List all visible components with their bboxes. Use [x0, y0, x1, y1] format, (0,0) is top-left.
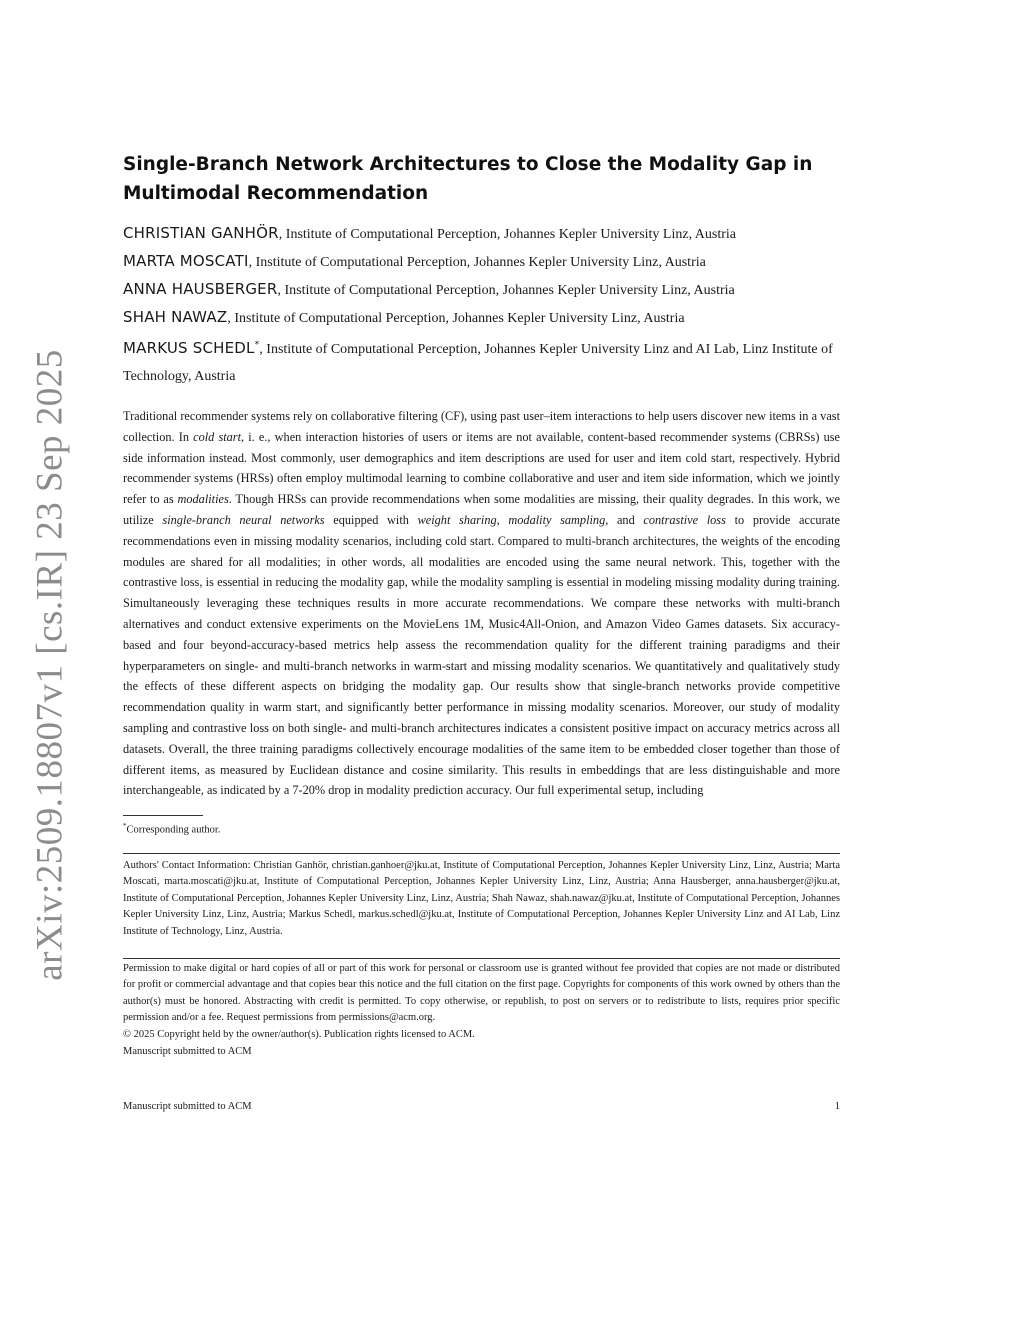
- author-entry: [123, 304, 840, 332]
- author-affiliation: , Institute of Computational Perception, Johannes Kepler University Linz, Austria: [227, 311, 685, 326]
- footer-manuscript-label: Manuscript submitted to ACM: [123, 1101, 252, 1112]
- permission-divider: [123, 958, 840, 959]
- author-name: SHAH NAWAZ: [123, 308, 228, 326]
- author-affiliation: , Institute of Computational Perception, Johannes Kepler University Linz and AI Lab, Linz Institute of Technology, Austria: [123, 342, 833, 384]
- corresponding-author-mark: *: [254, 340, 260, 350]
- author-name: ANNA HAUSBERGER: [123, 280, 278, 298]
- footnote-divider: [123, 815, 203, 816]
- author-entry: [123, 220, 840, 248]
- corresponding-author-footnote: *Corresponding author.: [123, 822, 221, 836]
- paper-first-page: [123, 150, 840, 1060]
- copyright-notice: © 2025 Copyright held by the owner/author(s). Publication rights licensed to ACM.: [123, 1028, 475, 1040]
- author-affiliation: , Institute of Computational Perception, Johannes Kepler University Linz, Austria: [248, 255, 706, 270]
- author-list: [123, 220, 840, 390]
- paper-title: Single-Branch Network Architectures to Close the Modality Gap in Multimodal Recommendation: [123, 154, 813, 204]
- arxiv-identifier-stamp: arXiv:2509.18807v1 [cs.IR] 23 Sep 2025: [29, 349, 71, 981]
- author-entry: [123, 332, 840, 390]
- author-entry: [123, 276, 840, 304]
- author-affiliation: , Institute of Computational Perception, Johannes Kepler University Linz, Austria: [278, 227, 737, 242]
- authors-contact-information: Authors' Contact Information: Christian Ganhör, christian.ganhoer@jku.at, Institute of Computational Perception, Johannes Kepler University Linz, Linz, Austria; Marta Moscati, marta.moscati@jku.at, Institute of Computational Perception, Johannes Kepler University Linz, Linz, Austria; Anna Hausberger, anna.hausberger@jku.at, Institute of Computational Perception, Johannes Kepler University Linz, Linz, Austria; Shah Nawaz, shah.nawaz@jku.at, Institute of Computational Perception, Johannes Kepler University Linz, Linz, Austria; Markus Schedl, markus.schedl@jku.at, Institute of Computational Perception, Johannes Kepler University Linz and AI Lab, Linz Institute of Technology, Linz, Austria.: [123, 859, 840, 938]
- page-footer: [123, 1101, 840, 1112]
- author-affiliation: , Institute of Computational Perception, Johannes Kepler University Linz, Austria: [277, 283, 735, 298]
- page-number: 1: [834, 1101, 840, 1112]
- manuscript-note: Manuscript submitted to ACM: [123, 1045, 252, 1057]
- author-name: MARTA MOSCATI: [123, 252, 249, 270]
- author-name: MARKUS SCHEDL*: [123, 339, 260, 357]
- contact-divider: [123, 853, 840, 854]
- permission-notice: Permission to make digital or hard copies of all or part of this work for personal or classroom use is granted without fee provided that copies are not made or distributed for profit or commercial advantage and that copies bear this notice and the full citation on the first page. Copyrights for components of this work owned by others than the author(s) must be honored. Abstracting with credit is permitted. To copy otherwise, or republish, to post on servers or to redistribute to lists, requires prior specific permission and/or a fee. Request permissions from permissions@acm.org.: [123, 962, 840, 1024]
- author-entry: [123, 248, 840, 276]
- abstract: Traditional recommender systems rely on collaborative filtering (CF), using past user–item interactions to help users discover new items in a vast collection. In cold start, i. e., when interaction histories of users or items are not available, content-based recommender systems (CBRSs) use side information instead. Most commonly, user demographics and item descriptions are used for user and item cold start, respectively. Hybrid recommender systems (HRSs) often employ multimodal learning to combine collaborative and user and item side information, which we jointly refer to as modalities. Though HRSs can provide recommendations when some modalities are missing, their quality degrades. In this work, we utilize single-branch neural networks equipped with weight sharing, modality sampling, and contrastive loss to provide accurate recommendations even in missing modality scenarios, including cold start. Compared to multi-branch architectures, the weights of the encoding modules are shared for all modalities; in other words, all modalities are encoded using the same neural network. This, together with the contrastive loss, is essential in reducing the modality gap, while the modality sampling is essential in modeling missing modality during training. Simultaneously leveraging these techniques results in more accurate recommendations. We compare these networks with multi-branch alternatives and conduct extensive experiments on the MovieLens 1M, Music4All-Onion, and Amazon Video Games datasets. Six accuracy-based and four beyond-accuracy-based metrics help assess the recommendation quality for the different training paradigms and their hyperparameters on single- and multi-branch networks in warm-start and missing modality scenarios. We quantitatively and qualitatively study the effects of these different aspects on bridging the modality gap. Our results show that single-branch networks provide competitive recommendation quality in warm start, and significantly better performance in missing modality scenarios. Moreover, our study of modality sampling and contrastive loss on both single- and multi-branch architectures indicates a consistent positive impact on accuracy metrics across all datasets. Overall, the three training paradigms collectively encourage modalities of the same item to be embedded closer together than those of different items, as measured by Euclidean distance and cosine similarity. This results in embeddings that are less distinguishable and more interchangeable, as indicated by a 7-20% drop in modality prediction accuracy. Our full experimental setup, including: [123, 409, 841, 798]
- author-name: CHRISTIAN GANHÖR: [123, 224, 279, 242]
